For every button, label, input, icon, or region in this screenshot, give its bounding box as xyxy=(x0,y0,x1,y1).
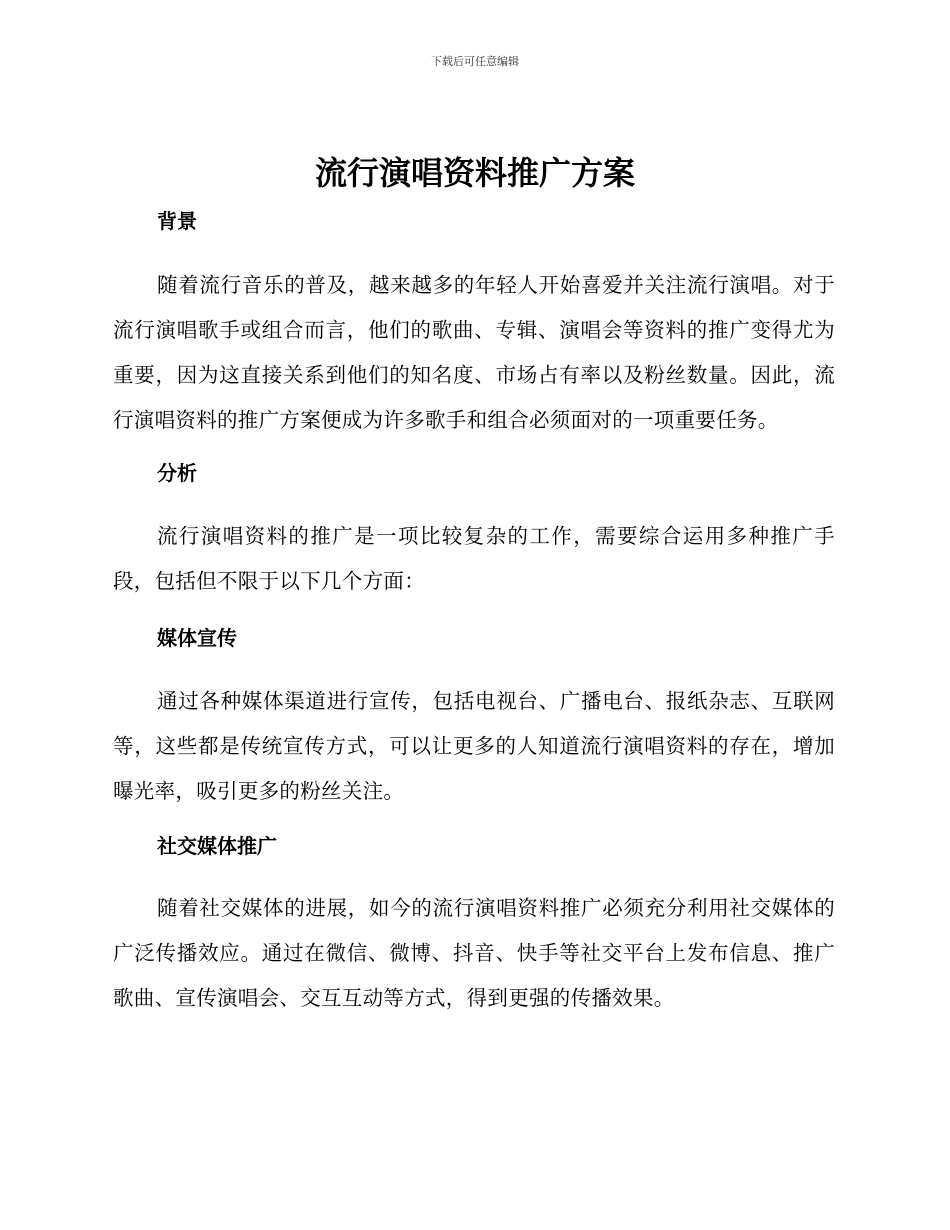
section-heading-analysis: 分析 xyxy=(157,461,197,485)
document-body xyxy=(113,205,835,1021)
document-title: 流行演唱资料推广方案 xyxy=(314,154,635,192)
section-heading-background: 背景 xyxy=(157,209,197,233)
section-heading-social-media: 社交媒体推广 xyxy=(157,834,277,858)
section-paragraph-background: 随着流行音乐的普及，越来越多的年轻人开始喜爱并关注流行演唱。对于流行演唱歌手或组合而言，他们的歌曲、专辑、演唱会等资料的推广变得尤为重要，因为这直接关系到他们的知名度、市场占有率以及粉丝数量。因此，流行演唱资料的推广方案便成为许多歌手和组合必须面对的一项重要任务。 xyxy=(113,273,835,432)
section-paragraph-analysis: 流行演唱资料的推广是一项比较复杂的工作，需要综合运用多种推广手段，包括但不限于以下几个方面： xyxy=(113,524,835,593)
section-paragraph-social-media: 随着社交媒体的进展，如今的流行演唱资料推广必须充分利用社交媒体的广泛传播效应。通过在微信、微博、抖音、快手等社交平台上发布信息、推广歌曲、宣传演唱会、交互互动等方式，得到更强的传播效果。 xyxy=(113,896,835,1010)
header-note: 下载后可任意编辑 xyxy=(431,55,519,68)
section-paragraph-media-promotion: 通过各种媒体渠道进行宣传，包括电视台、广播电台、报纸杂志、互联网等，这些都是传统宣传方式，可以让更多的人知道流行演唱资料的存在，增加曝光率，吸引更多的粉丝关注。 xyxy=(113,689,835,803)
section-heading-media-promotion: 媒体宣传 xyxy=(157,626,237,650)
